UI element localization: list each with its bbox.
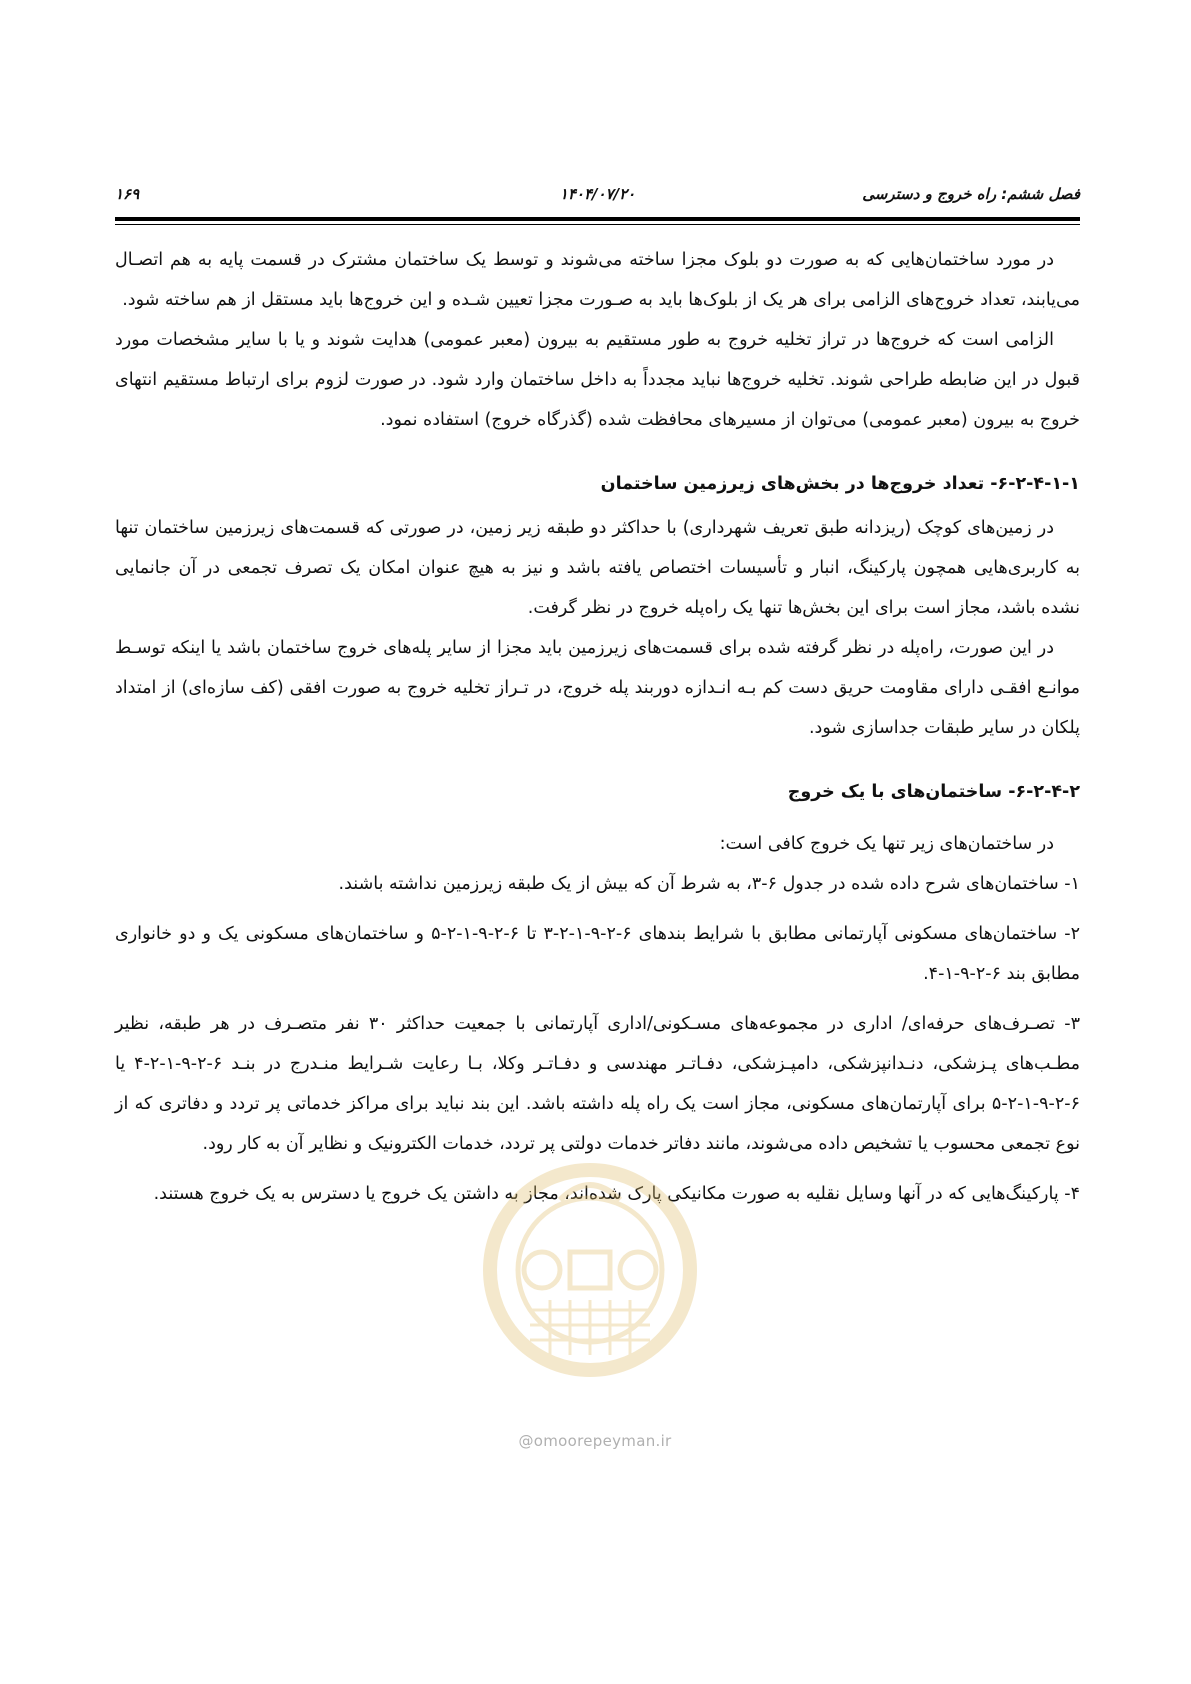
paragraph-separate-blocks: در مورد ساختمان‌هایی که به صورت دو بلوک مجزا ساخته می‌شوند و توسط یک ساختمان مشترک در قسمت پایه به هم اتصـال می‌یابند، تعداد خروج‌های الزامی برای هر یک از بلوک‌ها باید به صـورت مجزا تعیین شـده و این خروج‌ها باید مستقل از هم ساخته شود. — [115, 250, 1080, 310]
heading-single-exit-buildings: ۶-۲-۴-۲- ساختمان‌های با یک خروج — [787, 782, 1080, 802]
header-rule-thick — [115, 217, 1080, 221]
paragraph-single-exit-intro: در ساختمان‌های زیر تنها یک خروج کافی است: — [719, 834, 1054, 854]
chapter-title: فصل ششم: راه خروج و دسترسی — [862, 185, 1080, 203]
watermark-seal-icon — [470, 1140, 710, 1420]
list-item-4: ۴- پارکینگ‌هایی که در آنها وسایل نقلیه به صورت مکانیکی پارک شده‌اند، مجاز به داشتن یک خروج یا دسترس به یک خروج هستند. — [153, 1184, 1080, 1204]
paragraph-exit-discharge: الزامی است که خروج‌ها در تراز تخلیه خروج به طور مستقیم به بیرون (معبر عمومی) هدایت شوند و یا با سایر مشخصات مورد قبول در این ضابطه طراحی شوند. تخلیه خروج‌ها نباید مجدداً به داخل ساختمان وارد شود. در صورت لزوم برای ارتباط مستقیم انتهای خروج به بیرون (معبر عمومی) می‌توان از مسیرهای محافظت شده (گذرگاه خروج) استفاده نمود. — [115, 330, 1080, 430]
page-number: ۱۶۹ — [115, 185, 140, 203]
list-item-1: ۱- ساختمان‌های شرح داده شده در جدول ۶-۳، به شرط آن که بیش از یک طبقه زیرزمین نداشته باشند. — [338, 874, 1080, 894]
watermark-text: @omoorepeyman.ir — [518, 1432, 672, 1450]
paragraph-stair-separation: در این صورت، راه‌پله در نظر گرفته شده برای قسمت‌های زیرزمین باید مجزا از سایر پله‌های خروج ساختمان باشد یا اینکه توسـط موانـع افقـی دارای مقاومت حریق دست کم بـه انـدازه دوربند پله خروج، در تـراز تخلیه خروج به صورت افقی (کف سازه‌ای) از امتداد پلکان در سایر طبقات جداسازی شود. — [115, 638, 1080, 738]
page-header — [115, 185, 1080, 211]
body-text — [115, 240, 1080, 1214]
list-item-2: ۲- ساختمان‌های مسکونی آپارتمانی مطابق با شرایط بندهای ۶-۲-۹-۱-۲-۳ تا ۶-۲-۹-۱-۲-۵ و ساختمان‌های مسکونی یک و دو خانواری مطابق بند ۶-۲-۹-۱-۴. — [115, 924, 1080, 984]
header-rule-thin — [115, 224, 1080, 225]
list-item-3: ۳- تصـرف‌های حرفه‌ای/ اداری در مجموعه‌های مسـکونی/اداری آپارتمانی با جمعیت حداکثر ۳۰ نفر متصـرف در هر طبقه، نظیر مطـب‌های پـزشکی، دنـدانپزشکی، دامپـزشکی، دفـاتـر مهندسی و دفـاتـر وکلا، بـا رعایت شـرایط منـدرج در بنـد ۶-۲-۹-۱-۲-۴ یا ۶-۲-۹-۱-۲-۵ برای آپارتمان‌های مسکونی، مجاز است یک راه پله داشته باشد. این بند نباید برای مراکز خدماتی پر تردد و دفاتری که از نوع تجمعی محسوب یا تشخیص داده می‌شوند، مانند دفاتر خدمات دولتی پر تردد، خدمات الکترونیک و نظایر آن به کار رود. — [115, 1014, 1080, 1154]
heading-basement-exits: ۶-۲-۴-۱-۱- تعداد خروج‌ها در بخش‌های زیرزمین ساختمان — [600, 474, 1080, 494]
paragraph-small-lots: در زمین‌های کوچک (ریزدانه طبق تعریف شهرداری) با حداکثر دو طبقه زیر زمین، در صورتی که قسمت‌های زیرزمین ساختمان تنها به کاربری‌هایی همچون پارکینگ، انبار و تأسیسات اختصاص یافته باشد و نیز به هیچ عنوان امکان یک تصرف تجمعی در آن جانمایی نشده باشد، مجاز است برای این بخش‌ها تنها یک راه‌پله خروج در نظر گرفت. — [115, 518, 1080, 618]
header-date: ۱۴۰۴/۰۷/۲۰ — [559, 185, 636, 203]
